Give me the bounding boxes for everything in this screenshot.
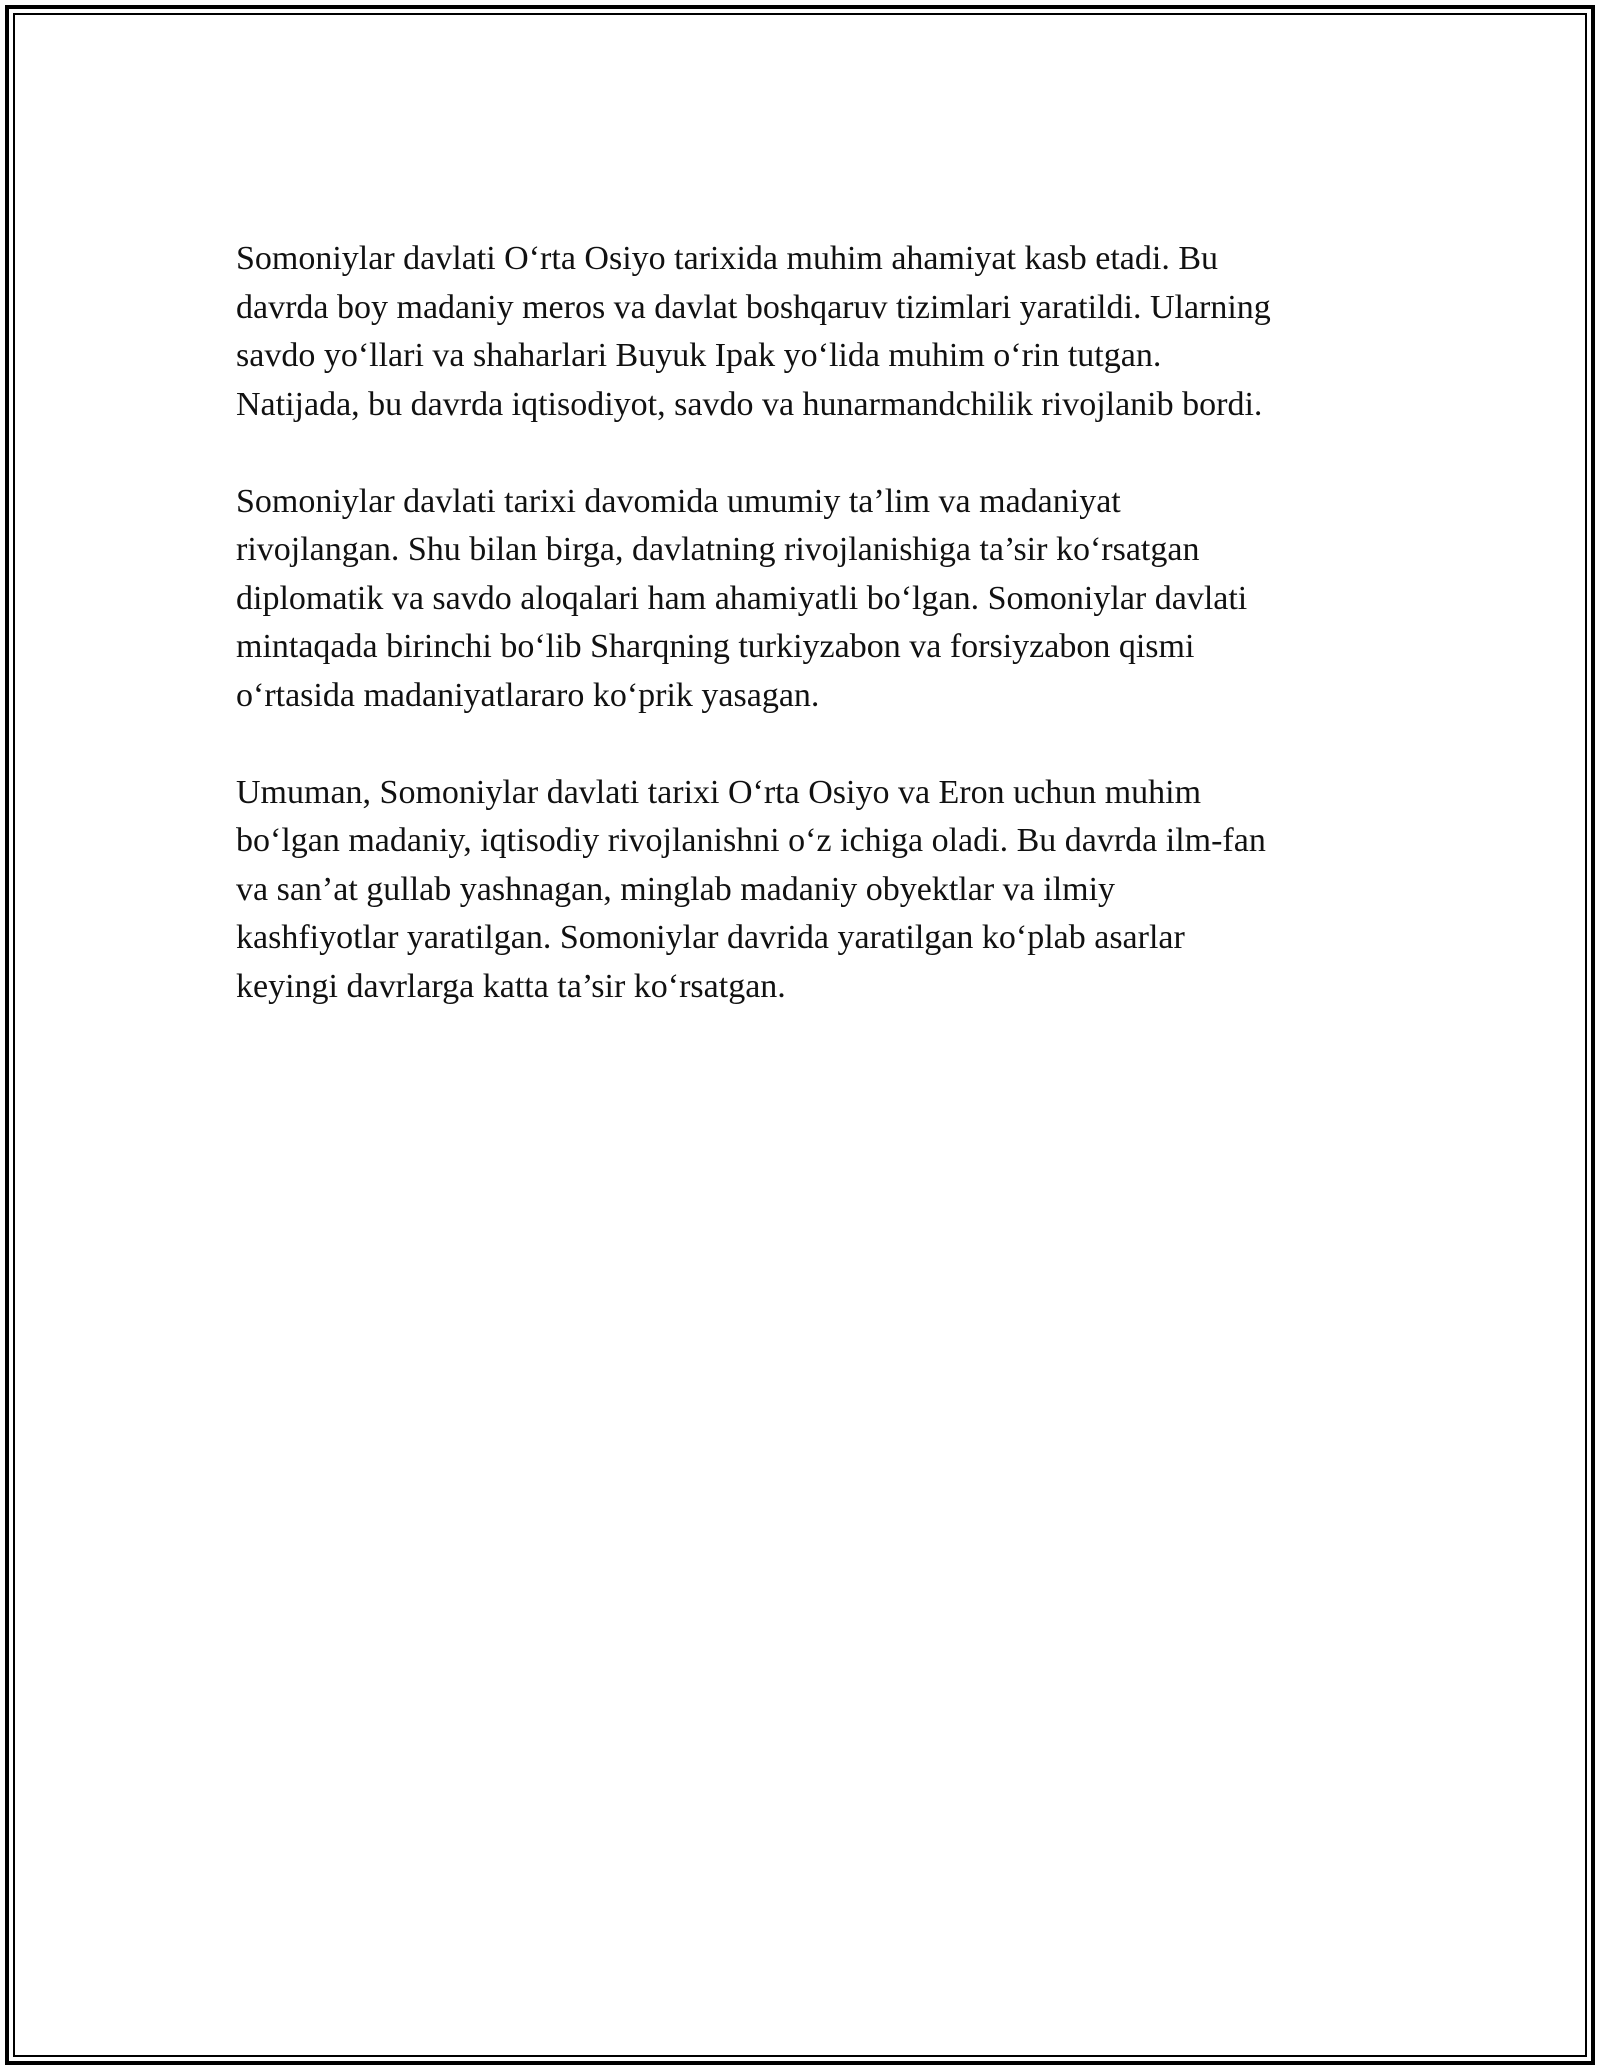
paragraph-line: davrda boy madaniy meros va davlat boshqaruv tizimlari yaratildi. Ularning	[236, 288, 1271, 326]
paragraph-line: bo‘lgan madaniy, iqtisodiy rivojlanishni o‘z ichiga oladi. Bu davrda ilm-fan	[236, 822, 1266, 859]
paragraph-3	[236, 769, 1366, 1012]
paragraph-1	[236, 235, 1366, 429]
paragraph-line: kashfiyotlar yaratilgan. Somoniylar davrida yaratilgan ko‘plab asarlar	[236, 919, 1185, 956]
paragraph-line: rivojlangan. Shu bilan birga, davlatning rivojlanishiga ta’sir ko‘rsatgan	[236, 531, 1200, 568]
paragraph-line: Natijada, bu davrda iqtisodiyot, savdo va hunarmandchilik rivojlanib bordi.	[236, 385, 1263, 423]
paragraph-2	[236, 478, 1366, 721]
paragraph-line: savdo yo‘llari va shaharlari Buyuk Ipak yo‘lida muhim o‘rin tutgan.	[236, 337, 1162, 374]
paragraph-line: va san’at gullab yashnagan, minglab madaniy obyektlar va ilmiy	[236, 870, 1116, 908]
paragraph-line: Somoniylar davlati O‘rta Osiyo tarixida muhim ahamiyat kasb etadi. Bu	[236, 240, 1219, 277]
paragraph-line: diplomatik va savdo aloqalari ham ahamiyatli bo‘lgan. Somoniylar davlati	[236, 579, 1248, 617]
paragraph-line: Somoniylar davlati tarixi davomida umumiy ta’lim va madaniyat	[236, 482, 1121, 520]
document-body	[236, 235, 1366, 1011]
paragraph-line: o‘rtasida madaniyatlararo ko‘prik yasagan.	[236, 676, 820, 714]
paragraph-line: keyingi davrlarga katta ta’sir ko‘rsatgan.	[236, 967, 786, 1005]
paragraph-line: Umuman, Somoniylar davlati tarixi O‘rta Osiyo va Eron uchun muhim	[236, 773, 1202, 811]
paragraph-line: mintaqada birinchi bo‘lib Sharqning turkiyzabon va forsiyzabon qismi	[236, 628, 1195, 665]
